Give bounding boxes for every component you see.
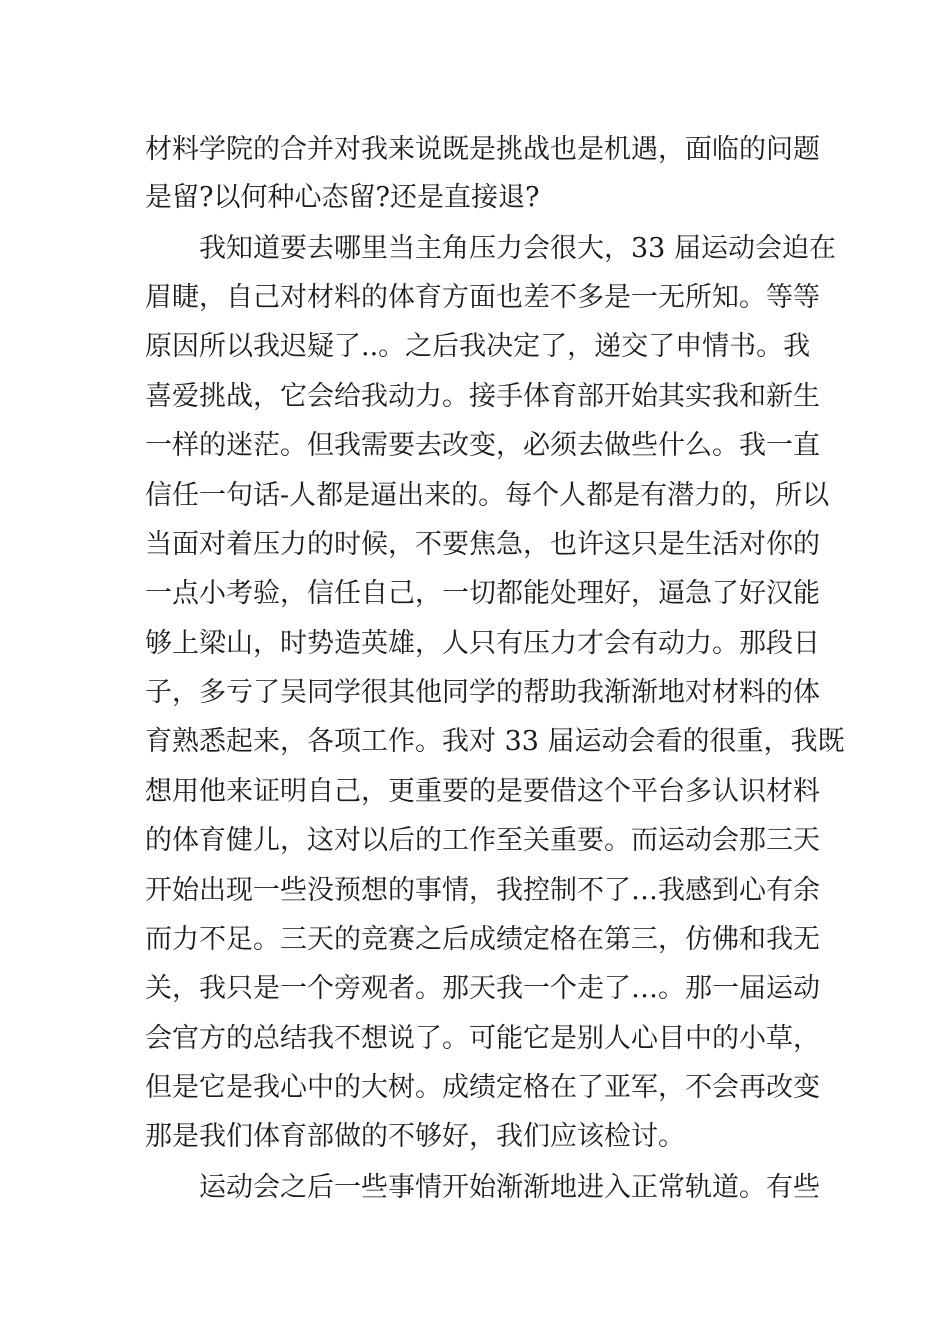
paragraph-line: 原因所以我迟疑了..。之后我决定了，递交了申情书。我 [145,331,811,362]
paragraph-line: 当面对着压力的时候，不要焦急，也许这只是生活对你的 [145,529,820,560]
paragraph-line: 眉睫，自己对材料的体育方面也差不多是一无所知。等等 [145,282,820,313]
paragraph-line: 会官方的总结我不想说了。可能它是别人心目中的小草， [145,1023,820,1054]
paragraph-line: 运动会之后一些事情开始渐渐地进入正常轨道。有些 [199,1172,820,1203]
paragraph-line: 信任一句话-人都是逼出来的。每个人都是有潜力的，所以 [145,480,830,511]
paragraph-line: 材料学院的合并对我来说既是挑战也是机遇，面临的问题 [145,134,820,165]
paragraph-line: 一点小考验，信任自己，一切都能处理好，逼急了好汉能 [145,578,820,609]
paragraph-line: 够上梁山，时势造英雄，人只有压力才会有动力。那段日 [145,628,820,659]
paragraph-line: 想用他来证明自己，更重要的是要借这个平台多认识材料 [145,776,820,807]
paragraph-line: 的体育健儿，这对以后的工作至关重要。而运动会那三天 [145,825,820,856]
paragraph-line: 那是我们体育部做的不够好，我们应该检讨。 [145,1121,685,1152]
paragraph-line: 关，我只是一个旁观者。那天我一个走了…。那一届运动 [145,973,820,1004]
paragraph-line: 但是它是我心中的大树。成绩定格在了亚军，不会再改变 [145,1072,820,1103]
paragraph-line: 是留?以何种心态留?还是直接退? [145,182,540,213]
paragraph-line: 一样的迷茫。但我需要去改变，必须去做些什么。我一直 [145,430,820,461]
paragraph-line: 子，多亏了吴同学很其他同学的帮助我渐渐地对材料的体 [145,677,820,708]
paragraph-line: 我知道要去哪里当主角压力会很大，33 届运动会迫在 [199,233,836,264]
paragraph-line: 喜爱挑战，它会给我动力。接手体育部开始其实我和新生 [145,381,820,412]
paragraph-line: 开始出现一些没预想的事情，我控制不了…我感到心有余 [145,875,820,906]
paragraph-line: 而力不足。三天的竞赛之后成绩定格在第三，仿佛和我无 [145,924,820,955]
paragraph-line: 育熟悉起来，各项工作。我对 33 届运动会看的很重，我既 [145,726,845,757]
